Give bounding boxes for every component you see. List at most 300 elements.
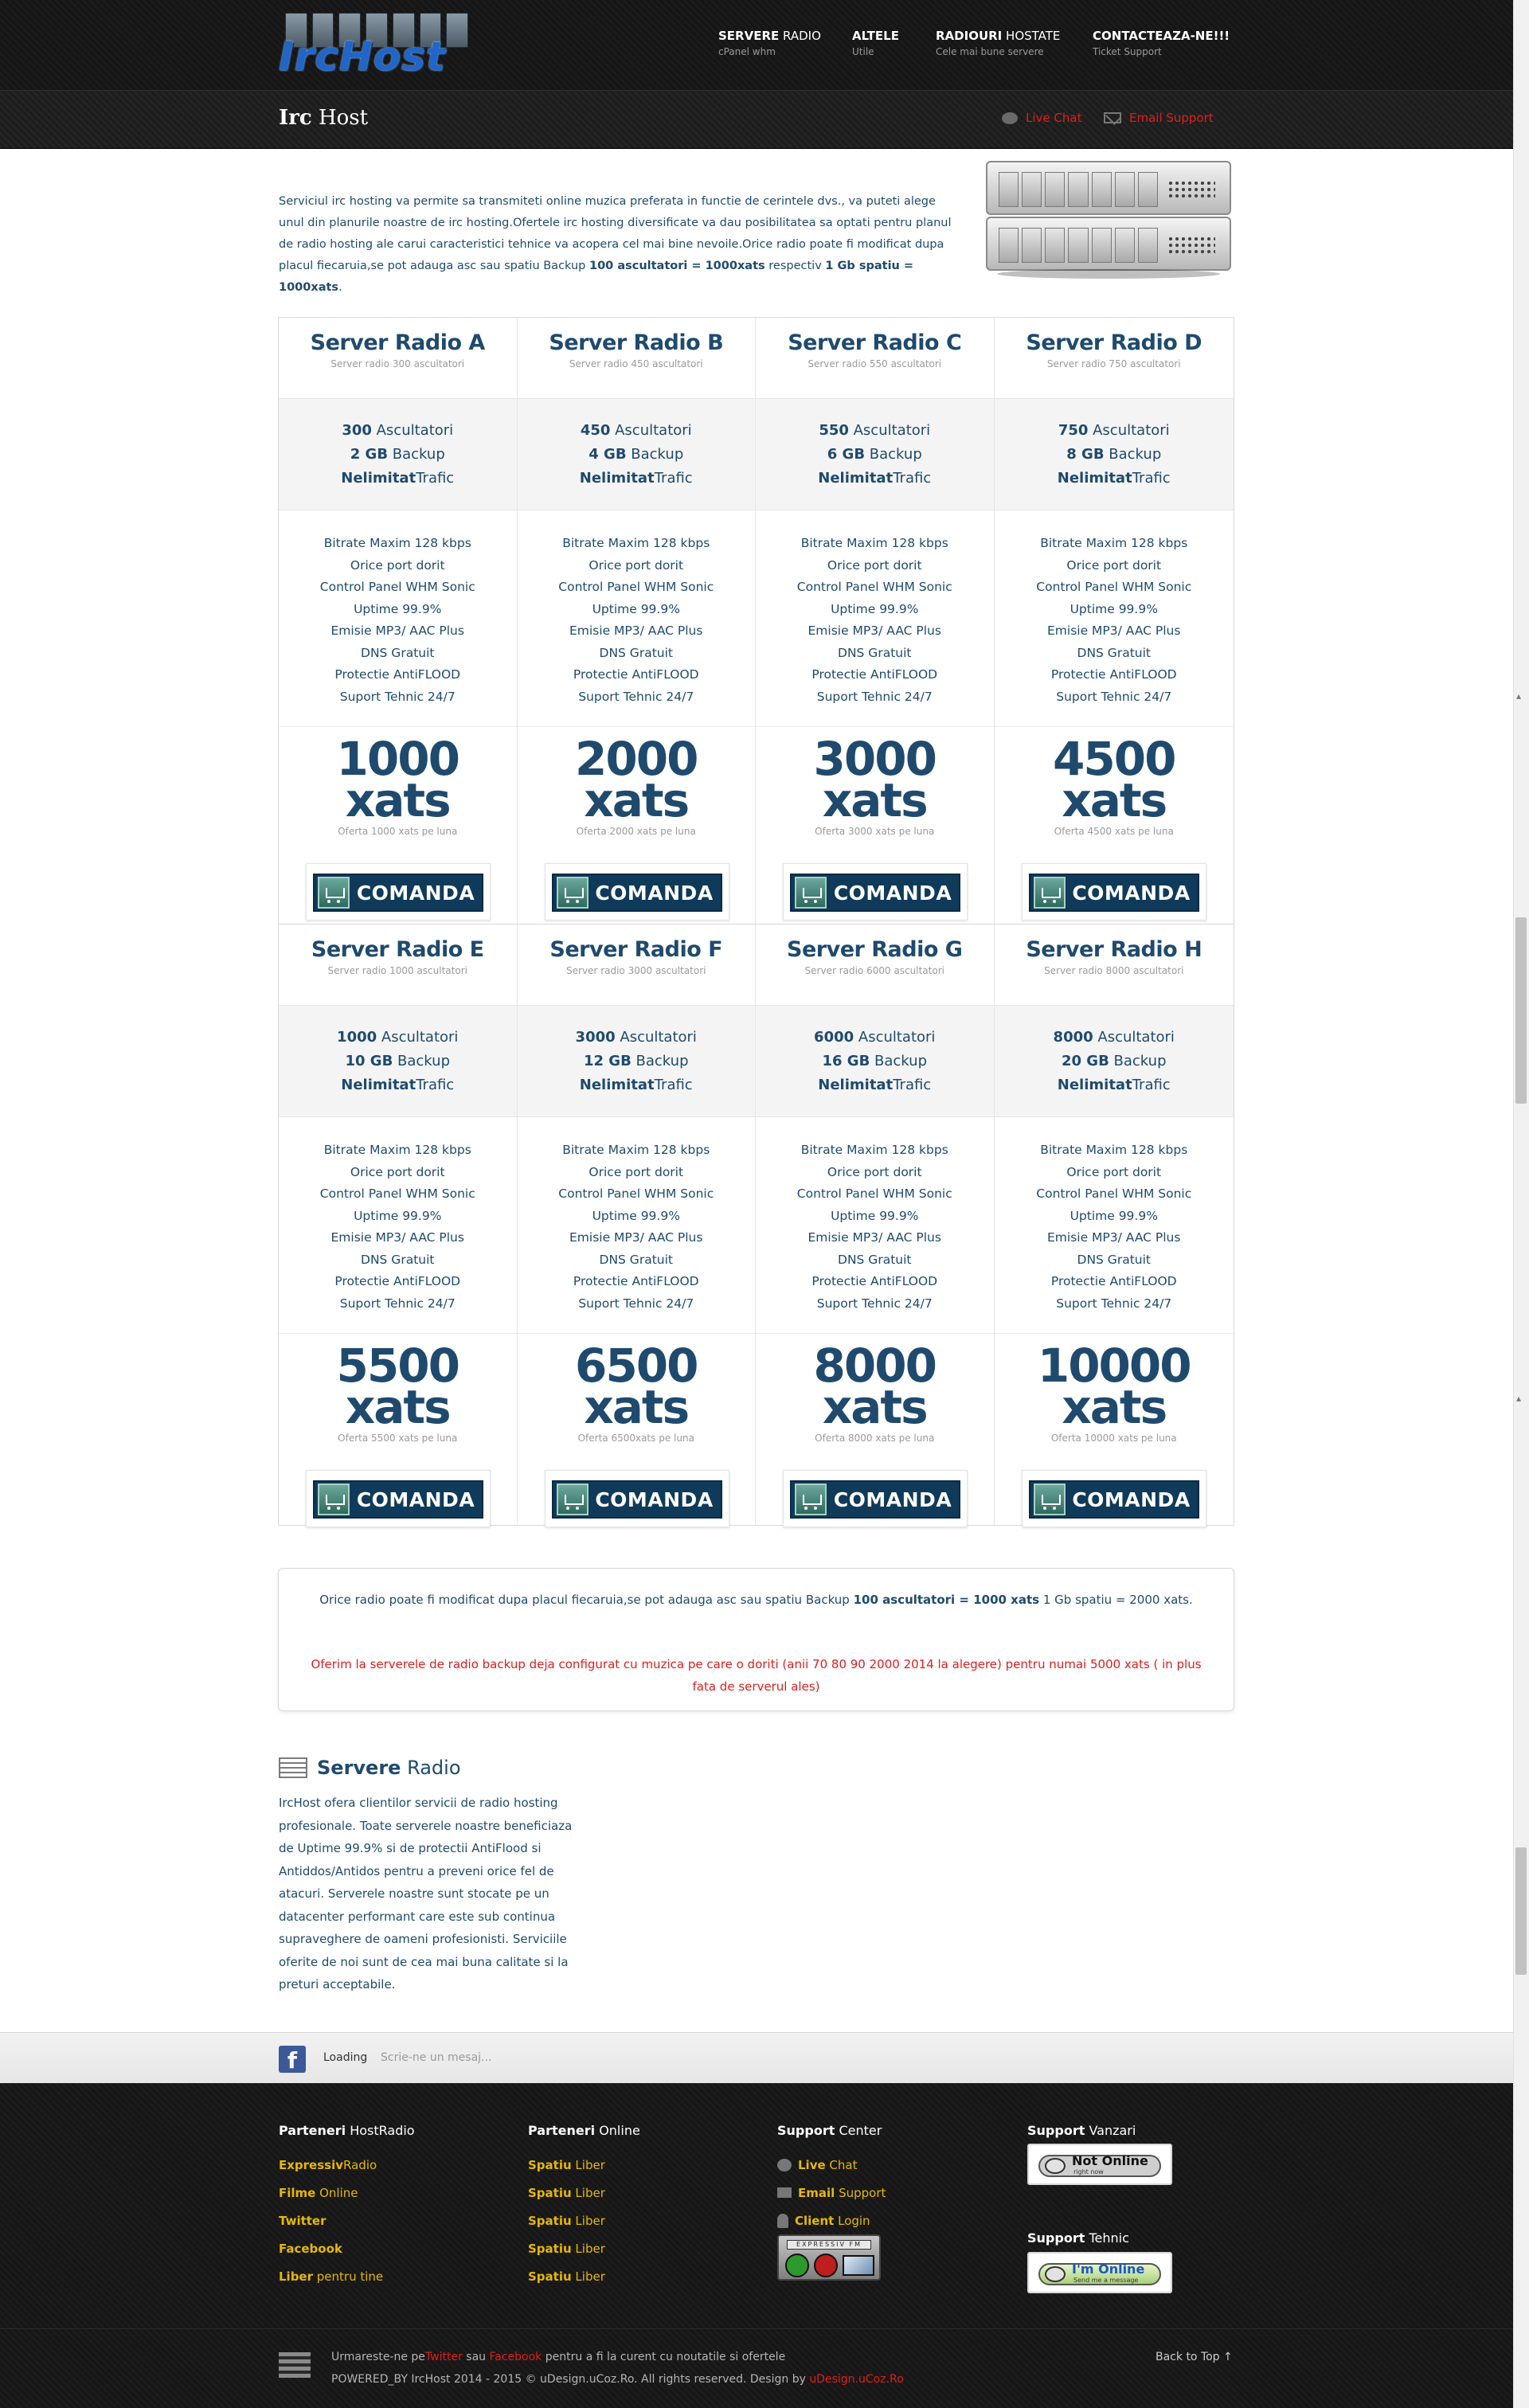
footer-server-icon [279,2352,311,2378]
feature-item: Uptime 99.9% [831,601,919,616]
plan-specs [279,399,517,510]
feature-item: Orice port dorit [350,1164,445,1179]
follow-text-or: sau [462,2351,490,2363]
feature-item: Uptime 99.9% [1070,1208,1158,1223]
listeners-value: 8000 [1053,1029,1093,1046]
plan-traffic [279,1073,517,1097]
feature-item: Uptime 99.9% [831,1208,919,1223]
stop-button[interactable] [814,2254,838,2277]
price-offer: Oferta 2000 xats pe luna [576,826,696,837]
listeners-value: 300 [342,422,372,439]
feature-item: DNS Gratuit [599,1252,673,1267]
eye-icon [1045,2266,1066,2282]
plan-name: Server Radio E [311,937,484,962]
listeners-value: 450 [580,422,611,439]
live-chat-label: Live Chat [1026,111,1082,125]
feature-item: Control Panel WHM Sonic [1036,580,1192,594]
footer-link-rest: Liber [571,2213,605,2228]
feature-item: Protectie AntiFLOOD [334,667,461,682]
plan-name: Server Radio G [787,937,963,962]
copyright-body: POWERED_BY IrcHost 2014 - 2015 © uDesign.uCoz.Ro. All rights reserved. Design by [331,2373,810,2386]
footer-link[interactable] [777,2179,886,2207]
plan-subtitle: Server radio 8000 ascultatori [1044,965,1184,976]
plan-listeners [279,1026,517,1050]
nav-sublabel: Utile [852,46,874,57]
feature-item: Protectie AntiFLOOD [334,1274,461,1288]
order-button[interactable] [313,874,483,912]
footer-heading [1027,2230,1129,2246]
facebook-icon[interactable]: f [279,2046,306,2073]
plan-features [995,510,1234,727]
footer-link[interactable] [528,2179,640,2207]
plan-name: Server Radio F [549,937,723,962]
arrow-up-icon: ↑ [1223,2351,1233,2363]
feature-item: Uptime 99.9% [354,1208,442,1223]
footer-heading-bold: Parteneri [528,2123,596,2138]
price-offer: Oferta 10000 xats pe luna [1050,1433,1177,1444]
cart-icon [795,1484,827,1515]
nav-contacteaza-ne[interactable] [1093,29,1230,64]
feature-item: Suport Tehnic 24/7 [1056,1296,1172,1311]
live-chat-link[interactable] [1002,111,1081,125]
plan-features [995,1117,1234,1334]
follow-us-text [331,2351,785,2363]
intro-text [279,191,956,299]
loading-label: Loading [323,2051,368,2064]
feature-item: Uptime 99.9% [592,1208,680,1223]
feature-item: Emisie MP3/ AAC Plus [330,624,464,638]
price-amount: 8000 [813,1339,936,1393]
plan-price [756,727,994,837]
price-amount: 5500 [336,1339,459,1393]
servere-radio-text: IrcHost ofera clientilor servicii de radio hosting profesionale. Toate serverele noastre beneficiaza de Uptime 99.9% si de protectii AntiFlood si Antiddos/Antidos pentru a preveni orice fel de atacuri. Serverele noastre sunt stocate pe un datacenter performant care este sub continua supraveghere de oameni profesionisti. Serviciile oferite de noi sunt de cea mai buna calitate si la preturi acceptabile. [279,1796,573,1992]
chat-icon [777,2159,792,2172]
cart-icon [318,877,350,909]
plan-backup [756,1050,994,1073]
nav-label: RADIO [779,29,821,43]
footer-link[interactable] [528,2151,640,2179]
footer-link[interactable] [279,2234,415,2262]
cart-icon [557,877,589,909]
feature-item: Uptime 99.9% [354,601,442,616]
footer-link-rest: pentru tine [313,2269,384,2284]
nav-label-bold: RADIOURI [936,29,1003,43]
feature-item: Bitrate Maxim 128 kbps [800,536,948,550]
cart-icon [557,1484,589,1515]
status-subtext: Send me a message [1073,2277,1139,2284]
feature-item: Emisie MP3/ AAC Plus [1047,624,1181,638]
plan-specs [518,399,756,510]
traffic-value: Nelimitat [818,470,894,487]
nav-sublabel: Cele mai bune servere [936,46,1044,57]
site-header [0,0,1513,149]
back-to-top-label: Back to Top [1156,2351,1220,2363]
user-icon [777,2214,788,2228]
scrollbar-thumb-secondary[interactable] [1515,1847,1527,1975]
order-button[interactable] [790,874,960,912]
plan-price [518,727,756,837]
plan-card [518,318,757,924]
order-button-frame [545,1470,729,1527]
price-offer: Oferta 3000 xats pe luna [815,826,935,837]
order-label: COMANDA [833,881,952,905]
feature-item: Emisie MP3/ AAC Plus [808,624,941,638]
order-button-frame [1022,863,1206,921]
backup-label: Backup [1109,1053,1167,1069]
plan-price [995,1334,1234,1444]
feature-item: DNS Gratuit [361,645,435,660]
traffic-label: Trafic [416,1077,455,1093]
plan-listeners [756,419,994,443]
footer-col-support-center [777,2123,886,2234]
nav-servere-radio[interactable] [718,29,821,64]
status-text: I'm Online [1072,2261,1145,2277]
feature-item: Uptime 99.9% [1070,601,1158,616]
listeners-value: 750 [1058,422,1089,439]
feature-item: Suport Tehnic 24/7 [816,1296,933,1311]
server-rack-image [986,150,1231,277]
price-unit: xats [822,1380,927,1434]
footer-link[interactable] [279,2179,415,2207]
plan-subtitle: Server radio 300 ascultatori [330,358,465,369]
plan-name: Server Radio H [1026,937,1202,962]
listeners-label: Ascultatori [848,422,931,439]
plan-traffic [518,467,756,491]
feature-item: Emisie MP3/ AAC Plus [1047,1230,1181,1245]
scroll-up-arrow-icon[interactable]: ▴ [1516,690,1522,702]
feature-item: Uptime 99.9% [592,601,680,616]
traffic-label: Trafic [893,1077,932,1093]
feature-item: DNS Gratuit [1077,1252,1151,1267]
plan-price [279,727,517,837]
traffic-value: Nelimitat [1057,1077,1132,1093]
price-amount: 6500 [575,1339,698,1393]
plan-card [279,924,518,1525]
plan-traffic [995,1073,1234,1097]
price-offer: Oferta 8000 xats pe luna [815,1433,935,1444]
plan-name: Server Radio A [310,330,485,355]
twitter-link[interactable]: Twitter [424,2351,463,2363]
footer-link[interactable] [279,2207,415,2234]
footer-link-rest: Login [834,2213,870,2228]
traffic-value: Nelimitat [341,1077,416,1093]
nav-radiouri-hostate[interactable] [936,29,1060,64]
intro-bold-2: 1 Gb spatiu = 1000xats [279,260,914,294]
order-button-frame [306,1470,491,1527]
order-button[interactable] [552,874,722,912]
backup-label: Backup [1104,446,1162,463]
footer-link[interactable] [279,2151,415,2179]
plan-subtitle: Server radio 550 ascultatori [808,358,942,369]
footer-link-bold: Spatiu [528,2241,572,2256]
intro-end: . [338,281,342,294]
feature-item: Bitrate Maxim 128 kbps [800,1143,948,1157]
order-button[interactable] [1029,874,1199,912]
backup-label: Backup [870,1053,927,1069]
plan-card [995,924,1234,1525]
footer-link-bold: Email [798,2185,835,2200]
listeners-label: Ascultatori [610,422,692,439]
traffic-value: Nelimitat [579,470,655,487]
nav-label-bold: SERVERE [718,29,780,43]
email-support-label: Email Support [1129,111,1214,125]
footer-heading [777,2123,886,2138]
footer-link-bold: Spatiu [528,2185,572,2200]
plan-card [518,924,757,1525]
footer-link-bold: Filme [279,2185,316,2200]
plan-price [279,1334,517,1444]
price-amount: 3000 [813,732,936,786]
plan-subtitle: Server radio 3000 ascultatori [566,965,706,976]
footer-col-parteneri-online [528,2123,640,2290]
footer-link-rest: Liber [571,2185,605,2200]
radio-player [777,2234,881,2281]
feature-item: Control Panel WHM Sonic [796,1186,952,1201]
backup-value: 12 GB [583,1053,632,1069]
order-button-frame [783,1470,968,1527]
feature-item: Protectie AntiFLOOD [1050,667,1177,682]
eye-icon [1045,2158,1066,2174]
plan-listeners [995,419,1234,443]
footer-heading-bold: Support [1027,2230,1085,2246]
page-title-rest: Host [311,106,369,130]
page-title-bold: Irc [279,106,312,130]
feature-item: DNS Gratuit [838,1252,912,1267]
plan-name: Server Radio B [549,330,724,355]
order-button-frame [783,863,968,921]
footer-link-rest: Support [835,2185,886,2200]
player-label: EXPRESSIV FM [787,2240,871,2250]
scrollbar-thumb[interactable] [1515,917,1527,1104]
plan-backup [995,1050,1234,1073]
footer-link[interactable] [528,2234,640,2262]
plan-features [279,1117,517,1334]
page-scrollbar[interactable] [1513,0,1529,2408]
heading-bold: Servere [317,1757,401,1779]
footer-heading-bold: Support [1027,2123,1085,2138]
price-unit: xats [1062,1380,1167,1434]
feature-item: Protectie AntiFLOOD [1050,1274,1177,1288]
plan-card [279,318,518,924]
backup-label: Backup [393,1053,450,1069]
plan-card [995,318,1234,924]
feature-item: Control Panel WHM Sonic [319,580,475,594]
footer-heading-rest: Online [595,2123,640,2138]
plan-card [756,318,995,924]
chat-icon [1002,112,1018,124]
feature-item: Control Panel WHM Sonic [1036,1186,1192,1201]
plan-specs [995,399,1234,510]
price-amount: 10000 [1037,1339,1191,1393]
price-amount: 1000 [336,732,459,786]
site-logo[interactable] [279,13,479,80]
feature-item: Emisie MP3/ AAC Plus [808,1230,941,1245]
footer-link-rest: Chat [825,2157,858,2172]
plan-price [995,727,1234,837]
nav-sublabel: cPanel whm [718,46,776,57]
traffic-value: Nelimitat [818,1077,894,1093]
plan-traffic [995,467,1234,491]
plan-header [279,318,517,399]
note-text: Orice radio poate fi modificat dupa placul fiecaruia,se pot adauga asc sau spatiu Backup [319,1593,854,1607]
footer-link-rest: Liber [571,2269,605,2284]
play-button[interactable] [785,2254,809,2277]
listeners-label: Ascultatori [377,1029,459,1046]
player-popup-button[interactable] [843,2255,874,2276]
footer-link-bold: Facebook [279,2241,342,2256]
footer-link[interactable] [528,2262,640,2290]
footer-link[interactable] [777,2207,886,2234]
title-bar [0,90,1513,149]
price-unit: xats [584,773,689,827]
feature-item: Suport Tehnic 24/7 [816,689,933,704]
intro-mid: respectiv [764,260,826,272]
price-unit: xats [1062,773,1167,827]
status-online[interactable] [1027,2252,1172,2293]
price-unit: xats [822,773,927,827]
note-line-1 [279,1593,1234,1607]
footer-link-rest: Liber [571,2157,605,2172]
plan-subtitle: Server radio 1000 ascultatori [327,965,467,976]
backup-value: 4 GB [589,446,627,463]
footer-link[interactable] [777,2151,886,2179]
backup-value: 8 GB [1066,446,1105,463]
order-label: COMANDA [1072,1487,1191,1511]
feature-item: Bitrate Maxim 128 kbps [562,536,710,550]
listeners-label: Ascultatori [1088,422,1170,439]
feature-item: Emisie MP3/ AAC Plus [330,1230,464,1245]
price-amount: 4500 [1053,732,1175,786]
footer-heading [279,2123,415,2138]
nav-altele[interactable] [852,29,899,64]
order-label: COMANDA [595,881,714,905]
order-label: COMANDA [833,1487,952,1511]
note-text-end: 1 Gb spatiu = 2000 xats. [1039,1593,1193,1607]
footer-heading-rest: Vanzari [1085,2123,1136,2138]
feature-item: DNS Gratuit [838,645,912,660]
feature-item: Control Panel WHM Sonic [558,580,714,594]
plan-specs [279,1006,517,1117]
order-button-frame [306,863,491,921]
plan-price [756,1334,994,1444]
nav-label: HOSTATE [1002,29,1061,43]
plan-backup [279,1050,517,1073]
pricing-table-1 [278,317,1234,924]
footer-heading [528,2123,640,2138]
plan-features [518,1117,756,1334]
order-button[interactable] [552,1480,722,1519]
servere-radio-heading [279,1757,461,1779]
plan-listeners [518,419,756,443]
message-input[interactable]: Scrie-ne un mesaj... [381,2051,492,2064]
plan-listeners [279,419,517,443]
note-bold: 100 ascultatori = 1000 xats [853,1593,1040,1607]
copyright-text [331,2373,904,2386]
plan-header [518,318,756,399]
feature-item: Protectie AntiFLOOD [811,667,938,682]
feature-item: Control Panel WHM Sonic [558,1186,714,1201]
price-offer: Oferta 4500 xats pe luna [1054,826,1174,837]
price-unit: xats [345,1380,450,1434]
cart-icon [1034,1484,1066,1515]
design-credit-link[interactable]: uDesign.uCoz.Ro [809,2373,904,2386]
traffic-label: Trafic [654,1077,693,1093]
order-label: COMANDA [356,881,475,905]
footer-link-bold: Expressiv [279,2157,344,2172]
footer-heading-bold: Support [777,2123,835,2138]
order-button[interactable] [1029,1480,1199,1519]
social-bar [0,2032,1513,2083]
plan-backup [995,443,1234,467]
facebook-link[interactable]: Facebook [489,2351,542,2363]
feature-item: Bitrate Maxim 128 kbps [1040,536,1188,550]
price-offer: Oferta 5500 xats pe luna [338,1433,458,1444]
footer-link-bold: Spatiu [528,2157,572,2172]
plan-header [756,318,994,399]
plan-header [995,924,1234,1006]
traffic-value: Nelimitat [579,1077,655,1093]
footer-link-bold: Live [798,2157,826,2172]
logo-text: IrcHost [279,33,446,80]
feature-item: Protectie AntiFLOOD [811,1274,938,1288]
email-support-link[interactable] [1104,111,1214,125]
feature-item: Orice port dorit [827,557,922,573]
plan-features [518,510,756,727]
plan-subtitle: Server radio 6000 ascultatori [804,965,944,976]
feature-item: Orice port dorit [827,1164,922,1179]
feature-item: Orice port dorit [350,557,445,573]
footer-link-rest: Online [315,2185,358,2200]
feature-item: Bitrate Maxim 128 kbps [562,1143,710,1157]
plan-traffic [756,1073,994,1097]
price-unit: xats [345,773,450,827]
plan-specs [518,1006,756,1117]
footer-bottom-bar [0,2328,1513,2408]
status-not-online[interactable] [1027,2144,1172,2185]
backup-label: Backup [388,446,445,463]
feature-item: Suport Tehnic 24/7 [339,689,456,704]
plan-name: Server Radio C [788,330,962,355]
footer-link-bold: Twitter [279,2213,327,2228]
backup-label: Backup [865,446,922,463]
plan-specs [756,1006,994,1117]
footer-link[interactable] [528,2207,640,2234]
scroll-up-arrow-icon[interactable]: ▴ [1516,1393,1522,1404]
intro-body: Serviciul irc hosting va permite sa transmiteti online muzica preferata in functie de cerintele dvs., va puteti alege unul din planurile noastre de irc hosting.Ofertele irc hosting diversificate va dau posibilitatea sa optati pentru planul de radio hosting ale carui caracteristici tehnice va acopera cel mai bine nevoile.Orice radio poate fi modificat dupa placul fiecaruia,se pot adauga asc sau spatiu Backup [279,195,952,272]
order-button[interactable] [313,1480,483,1519]
listeners-value: 1000 [337,1029,377,1046]
footer-link-bold: Liber [279,2269,314,2284]
mail-icon [1104,112,1121,123]
feature-item: DNS Gratuit [599,645,673,660]
backup-value: 6 GB [827,446,866,463]
server-list-icon [279,1757,307,1778]
heading-rest: Radio [401,1757,461,1779]
feature-item: Suport Tehnic 24/7 [578,689,694,704]
mail-icon [777,2187,792,2198]
order-button[interactable] [790,1480,960,1519]
feature-item: Orice port dorit [589,557,684,573]
backup-value: 16 GB [822,1053,870,1069]
feature-item: DNS Gratuit [361,1252,435,1267]
price-offer: Oferta 1000 xats pe luna [338,826,458,837]
footer-link[interactable] [279,2262,415,2290]
feature-item: Orice port dorit [589,1164,684,1179]
footer-heading-rest: Center [835,2123,882,2138]
cart-icon [318,1484,350,1515]
plan-header [279,924,517,1006]
back-to-top-link[interactable] [1156,2351,1233,2363]
